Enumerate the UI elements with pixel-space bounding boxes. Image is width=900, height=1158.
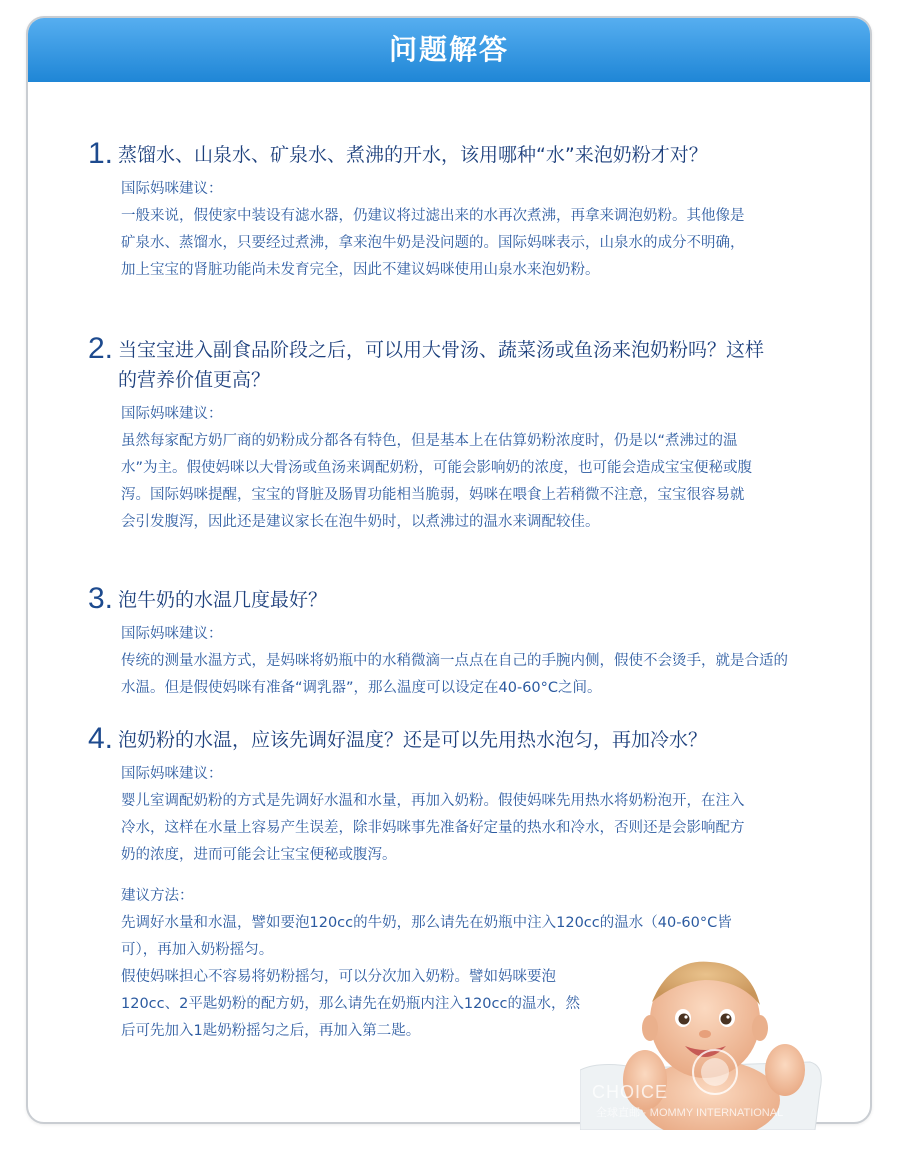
question — [88, 582, 788, 615]
answer — [88, 621, 788, 702]
answer — [88, 401, 788, 536]
method-text-2: 假使妈咪担心不容易将奶粉摇匀，可以分次加入奶粉。譬如妈咪要泡120cc、2平匙奶粉的配方奶，那么请先在奶瓶内注入120cc的温水，然后可先加入1匙奶粉摇匀之后，再加入第二匙。 — [121, 969, 580, 1039]
answer-text: 婴儿室调配奶粉的方式是先调好水温和水量，再加入奶粉。假使妈咪先用热水将奶粉泡开，在注入冷水，这样在水量上容易产生误差，除非妈咪事先准备好定量的热水和冷水，否则还是会影响配方奶的浓度，进而可能会让宝宝便秘或腹泻。 — [121, 793, 745, 863]
advice-label: 国际妈咪建议： — [121, 181, 223, 197]
question-number: 1. — [88, 137, 114, 170]
question-number: 3. — [88, 582, 114, 615]
question — [88, 332, 788, 395]
faq-item-1 — [88, 137, 788, 284]
answer-text: 虽然每家配方奶厂商的奶粉成分都各有特色，但是基本上在估算奶粉浓度时，仍是以“煮沸过的温水”为主。假使妈咪以大骨汤或鱼汤来调配奶粉，可能会影响奶的浓度，也可能会造成宝宝便秘或腹泻。国际妈咪提醒，宝宝的肾脏及肠胃功能相当脆弱，妈咪在喂食上若稍微不注意，宝宝很容易就会引发腹泻，因此还是建议家长在泡牛奶时，以煮沸过的温水来调配较佳。 — [121, 433, 753, 530]
advice-label: 国际妈咪建议： — [121, 766, 223, 782]
faq-item-2 — [88, 332, 788, 536]
question-text: 蒸馏水、山泉水、矿泉水、煮沸的开水，该用哪种“水”来泡奶粉才对？ — [118, 144, 708, 166]
baby-photo — [580, 950, 830, 1130]
method-label: 建议方法： — [121, 888, 194, 904]
question — [88, 137, 788, 170]
watermark-subtitle: 全球直邮 · MOMMY INTERNATIONAL — [596, 1107, 784, 1119]
answer-text: 一般来说，假使家中装设有滤水器，仍建议将过滤出来的水再次煮沸，再拿来调泡奶粉。其他像是矿泉水、蒸馏水，只要经过煮沸，拿来泡牛奶是没问题的。国际妈咪表示，山泉水的成分不明确，加上宝宝的肾脏功能尚未发育完全，因此不建议妈咪使用山泉水来泡奶粉。 — [121, 208, 745, 278]
advice-label: 国际妈咪建议： — [121, 626, 223, 642]
question-number: 2. — [88, 332, 114, 365]
question-number: 4. — [88, 722, 114, 755]
question — [88, 722, 788, 755]
faq-item-3 — [88, 582, 788, 702]
page-title: 问题解答 — [28, 18, 870, 82]
question-text: 泡牛奶的水温几度最好？ — [118, 589, 328, 611]
answer — [88, 176, 788, 284]
advice-label: 国际妈咪建议： — [121, 406, 223, 422]
question-text: 当宝宝进入副食品阶段之后，可以用大骨汤、蔬菜汤或鱼汤来泡奶粉吗？这样的营养价值更高？ — [118, 339, 765, 391]
answer-text: 传统的测量水温方式，是妈咪将奶瓶中的水稍微滴一点点在自己的手腕内侧，假使不会烫手，就是合适的水温。但是假使妈咪有准备“调乳器”，那么温度可以设定在40-60°C之间。 — [121, 653, 788, 696]
watermark-logo: CHOICE — [592, 1082, 669, 1102]
question-text: 泡奶粉的水温，应该先调好温度？还是可以先用热水泡匀，再加冷水？ — [118, 729, 708, 751]
method-text-1: 先调好水量和水温，譬如要泡120cc的牛奶，那么请先在奶瓶中注入120cc的温水（40-60°C皆可），再加入奶粉摇匀。 — [121, 915, 732, 958]
